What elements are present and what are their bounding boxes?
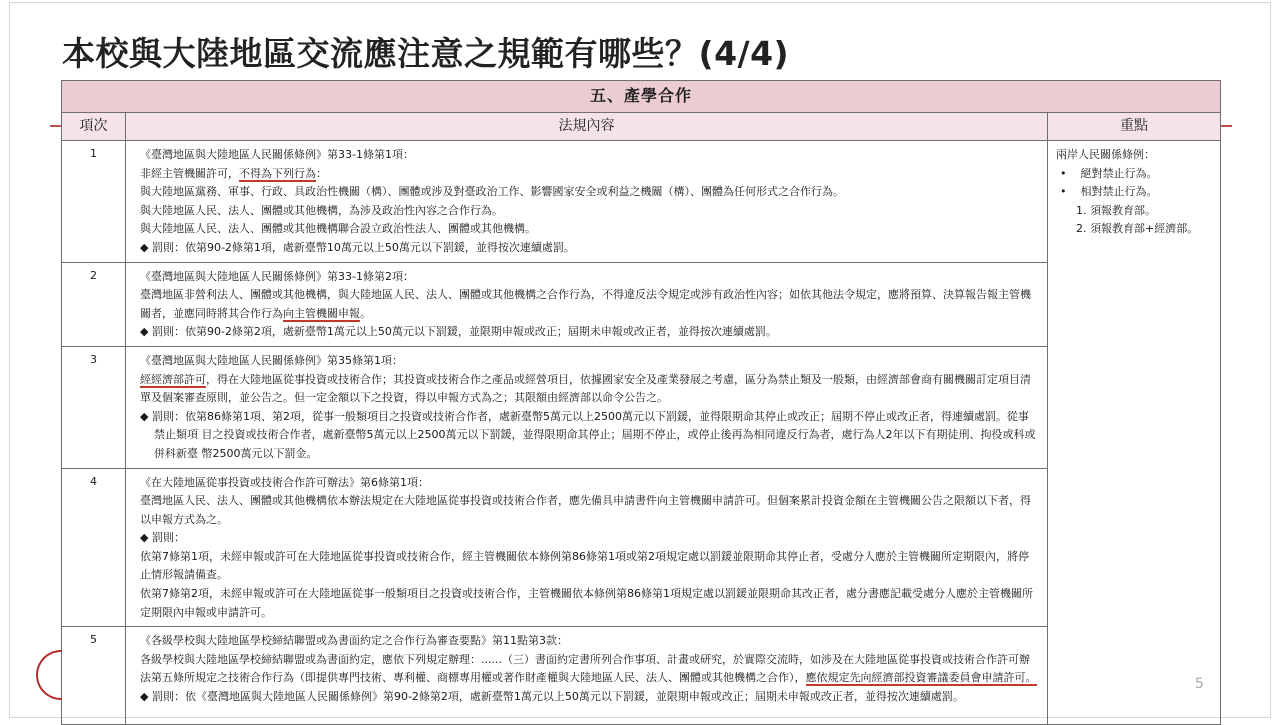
key-heading: 兩岸人民關係條例： xyxy=(1056,148,1155,161)
highlighted-text: 應依規定先向經濟部投資審議委員會申請許可。 xyxy=(805,671,1037,685)
key-points-cell xyxy=(1048,141,1221,725)
table-row xyxy=(62,141,1221,263)
law-text: 臺灣地區非營利法人、團體或其他機構，與大陸地區人民、法人、團體或其他機構之合作行為，不得違反法令規定或涉有政治性內容；如依其他法令規定，應將預算、決算報告報主管機關者，並應同時將其合作行為向主管機關申報。 xyxy=(140,288,1031,320)
highlighted-text: 不得為下列行為 xyxy=(239,166,316,180)
law-citation: 《在大陸地區從事投資或技術合作許可辦法》第6條第1項： xyxy=(140,475,429,489)
penalty-label: ◆ 罰則： xyxy=(140,531,185,545)
table-row xyxy=(62,627,1221,725)
section-title: 五、產學合作 xyxy=(62,81,1221,113)
table-row xyxy=(62,262,1221,346)
highlighted-text: 經經濟部許可 xyxy=(140,372,206,386)
penalty-text: ◆ 罰則：依《臺灣地區與大陸地區人民關係條例》第90-2條第2項，處新臺幣1萬元以上50萬元以下罰鍰，並限期申報或改正；屆期未申報或改正者，並得按次連續處罰。 xyxy=(140,690,964,704)
law-text: 經經濟部許可，得在大陸地區從事投資或技術合作；其投資或技術合作之產品或經營項目，依據國家安全及產業發展之考慮，區分為禁止類及一般類，由經濟部會商有關機關訂定項目清單及個案審查原則，並公告之。但一定金額以下之投資，得以申報方式為之；其限額由經濟部以命令公告之。 xyxy=(140,372,1031,405)
row-content xyxy=(126,346,1048,468)
law-citation: 《臺灣地區與大陸地區人民關係條例》第33-1條第2項： xyxy=(140,269,414,283)
row-content xyxy=(126,141,1048,263)
column-header-row xyxy=(62,113,1221,141)
key-bullet: • 相對禁止行為。 xyxy=(1060,185,1158,199)
highlighted-text: 向主管機關申報 xyxy=(283,306,360,320)
key-sub-item: 1. 須報教育部。 xyxy=(1076,203,1156,217)
row-number: 2 xyxy=(62,262,126,346)
row-content xyxy=(126,262,1048,346)
law-text: 與大陸地區人民、法人、團體或其他機構，為涉及政治性內容之合作行為。 xyxy=(140,203,503,217)
key-sub-item: 2. 須報教育部+經濟部。 xyxy=(1076,222,1199,236)
row-content xyxy=(126,627,1048,725)
law-text: 與大陸地區黨務、軍事、行政、具政治性機關（構）、團體或涉及對臺政治工作、影響國家安全或利益之機關（構）、團體為任何形式之合作行為。 xyxy=(140,185,844,199)
law-text: 各級學校與大陸地區學校締結聯盟或為書面約定，應依下列規定辦理：......（三）書面約定書所列合作事項、計畫或研究，於實際交流時，如涉及在大陸地區從事投資或技術合作許可辦法第五條所規定之技術合作行為（即提供專門技術、專利權、商標專用權或著作財產權與大陸地區人民、法人、團體或其他機構之合作），應依規定先向經濟部投資審議委員會申請許可。 xyxy=(140,652,1037,685)
page-number: 5 xyxy=(1195,676,1204,692)
row-number: 3 xyxy=(62,346,126,468)
column-header-key: 重點 xyxy=(1048,113,1221,141)
penalty-text: ◆ 罰則：依第90-2條第2項，處新臺幣1萬元以上50萬元以下罰鍰，並限期申報或改正；屆期未申報或改正者，並得按次連續處罰。 xyxy=(140,325,777,339)
law-text: 非經主管機關許可，不得為下列行為： xyxy=(140,166,327,180)
header-accent-right xyxy=(1220,125,1232,127)
slide-title: 本校與大陸地區交流應注意之規範有哪些？(4/4) xyxy=(62,34,790,73)
row-number: 5 xyxy=(62,627,126,725)
regulation-table xyxy=(61,80,1221,725)
penalty-text: ◆ 罰則：依第90-2條第1項，處新臺幣10萬元以上50萬元以下罰鍰，並得按次連續處罰。 xyxy=(140,240,575,254)
law-text: 依第7條第2項，未經申報或許可在大陸地區從事一般類項目之投資或技術合作，主管機關依本條例第86條第1項規定處以罰鍰並限期命其改正者，處分書應記載受處分人應於主管機關所定期限內申報或申請許可。 xyxy=(140,587,1033,619)
law-citation: 《臺灣地區與大陸地區人民關係條例》第33-1條第1項： xyxy=(140,148,414,161)
law-text: 依第7條第1項，未經申報或許可在大陸地區從事投資或技術合作，經主管機關依本條例第86條第1項或第2項規定處以罰鍰並限期命其停止者，受處分人應於主管機關所定期限內，將停止情形報請備查。 xyxy=(140,549,1029,582)
law-text: 臺灣地區人民、法人、團體或其他機構依本辦法規定在大陸地區從事投資或技術合作者，應先備具申請書件向主管機關申請許可。但個案累計投資金額在主管機關公告之限額以下者，得以申報方式為之。 xyxy=(140,494,1031,526)
law-citation: 《臺灣地區與大陸地區人民關係條例》第35條第1項： xyxy=(140,353,403,367)
column-header-item: 項次 xyxy=(62,113,126,141)
table-row xyxy=(62,346,1221,468)
key-bullet: • 絕對禁止行為。 xyxy=(1060,166,1158,180)
law-citation: 《各級學校與大陸地區學校締結聯盟或為書面約定之合作行為審查要點》第11點第3款： xyxy=(140,634,568,648)
row-number: 1 xyxy=(62,141,126,263)
law-text: 與大陸地區人民、法人、團體或其他機構聯合設立政治性法人、團體或其他機構。 xyxy=(140,222,536,236)
table-row xyxy=(62,468,1221,627)
section-header-row xyxy=(62,81,1221,113)
row-content xyxy=(126,468,1048,627)
penalty-text: ◆ 罰則：依第86條第1項、第2項，從事一般類項目之投資或技術合作者，處新臺幣5萬元以上2500萬元以下罰鍰，並得限期命其停止或改正；屆期不停止或改正者，得連續處罰。從事禁止類項 目之投資或技術合作者，處新臺幣5萬元以上2500萬元以下罰鍰，並得限期命其停止；屆期不停止，或停止後再為相同違反行為者，處行為人2年以下有期徒刑、拘役或科或併科新臺 幣2500萬元以下罰金。 xyxy=(140,409,1036,460)
column-header-content: 法規內容 xyxy=(126,113,1048,141)
row-number: 4 xyxy=(62,468,126,627)
